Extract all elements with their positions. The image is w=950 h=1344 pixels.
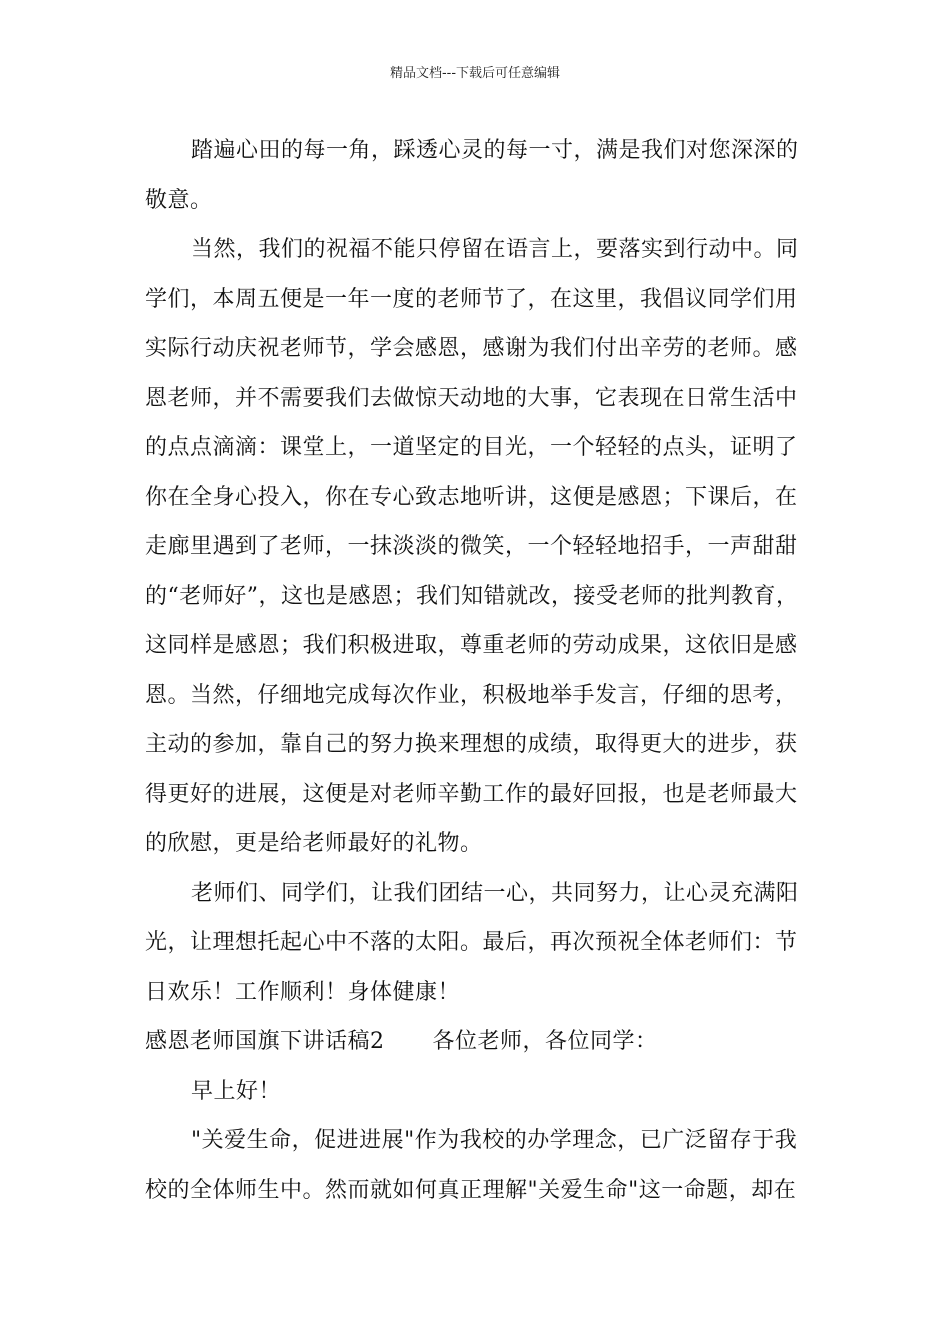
paragraph-line: 的点点滴滴：课堂上，一道坚定的目光，一个轻轻的点头，证明了 — [145, 435, 798, 460]
paragraph-line: 恩。当然，仔细地完成每次作业，积极地举手发言，仔细的思考， — [145, 682, 798, 708]
paragraph-line: 恩老师，并不需要我们去做惊天动地的大事，它表现在日常生活中 — [145, 385, 798, 411]
paragraph-line: 的欣慰，更是给老师最好的礼物。 — [145, 831, 483, 856]
section-title-line — [145, 1017, 821, 1067]
paragraph-line: 实际行动庆祝老师节，学会感恩，感谢为我们付出辛劳的老师。感 — [145, 336, 798, 361]
document-body — [145, 126, 821, 1215]
paragraph-line: 光，让理想托起心中不落的太阳。最后，再次预祝全体老师们：节 — [145, 930, 798, 955]
paragraph-line: 踏遍心田的每一角，踩透心灵的每一寸，满是我们对您深深的 — [191, 138, 799, 163]
paragraph-line: 的“老师好”，这也是感恩；我们知错就改，接受老师的批判教育， — [145, 583, 799, 609]
paragraph-line: 学们，本周五便是一年一度的老师节了，在这里，我倡议同学们用 — [145, 286, 798, 312]
paragraph-line: 日欢乐！工作顺利！身体健康！ — [145, 979, 461, 1005]
page-header: 精品文档---下载后可任意编辑 — [389, 66, 561, 81]
paragraph-line: 走廊里遇到了老师，一抹淡淡的微笑，一个轻轻地招手，一声甜甜 — [145, 534, 798, 559]
paragraph-line: 主动的参加，靠自己的努力换来理想的成绩，取得更大的进步，获 — [145, 732, 798, 757]
paragraph-line: 这同样是感恩；我们积极进取，尊重老师的劳动成果，这依旧是感 — [145, 633, 798, 658]
paragraph-line: 得更好的进展，这便是对老师辛勤工作的最好回报，也是老师最大 — [145, 781, 798, 807]
section-greeting: 各位老师，各位同学： — [432, 1029, 658, 1054]
paragraph-line: 你在全身心投入，你在专心致志地听讲，这便是感恩；下课后，在 — [145, 484, 798, 510]
paragraph-line: 校的全体师生中。然而就如何真正理解"关爱生命"这一命题，却在 — [145, 1177, 797, 1203]
paragraph-line: 当然，我们的祝福不能只停留在语言上，要落实到行动中。同 — [191, 237, 799, 262]
paragraph-line: 早上好！ — [191, 1078, 282, 1104]
paragraph-line: 敬意。 — [145, 187, 213, 213]
paragraph-line: 老师们、同学们，让我们团结一心，共同努力，让心灵充满阳 — [191, 880, 799, 906]
section-title: 感恩老师国旗下讲话稿2 — [145, 1029, 385, 1054]
paragraph-line: "关爱生命，促进进展"作为我校的办学理念，已广泛留存于我 — [191, 1128, 798, 1153]
